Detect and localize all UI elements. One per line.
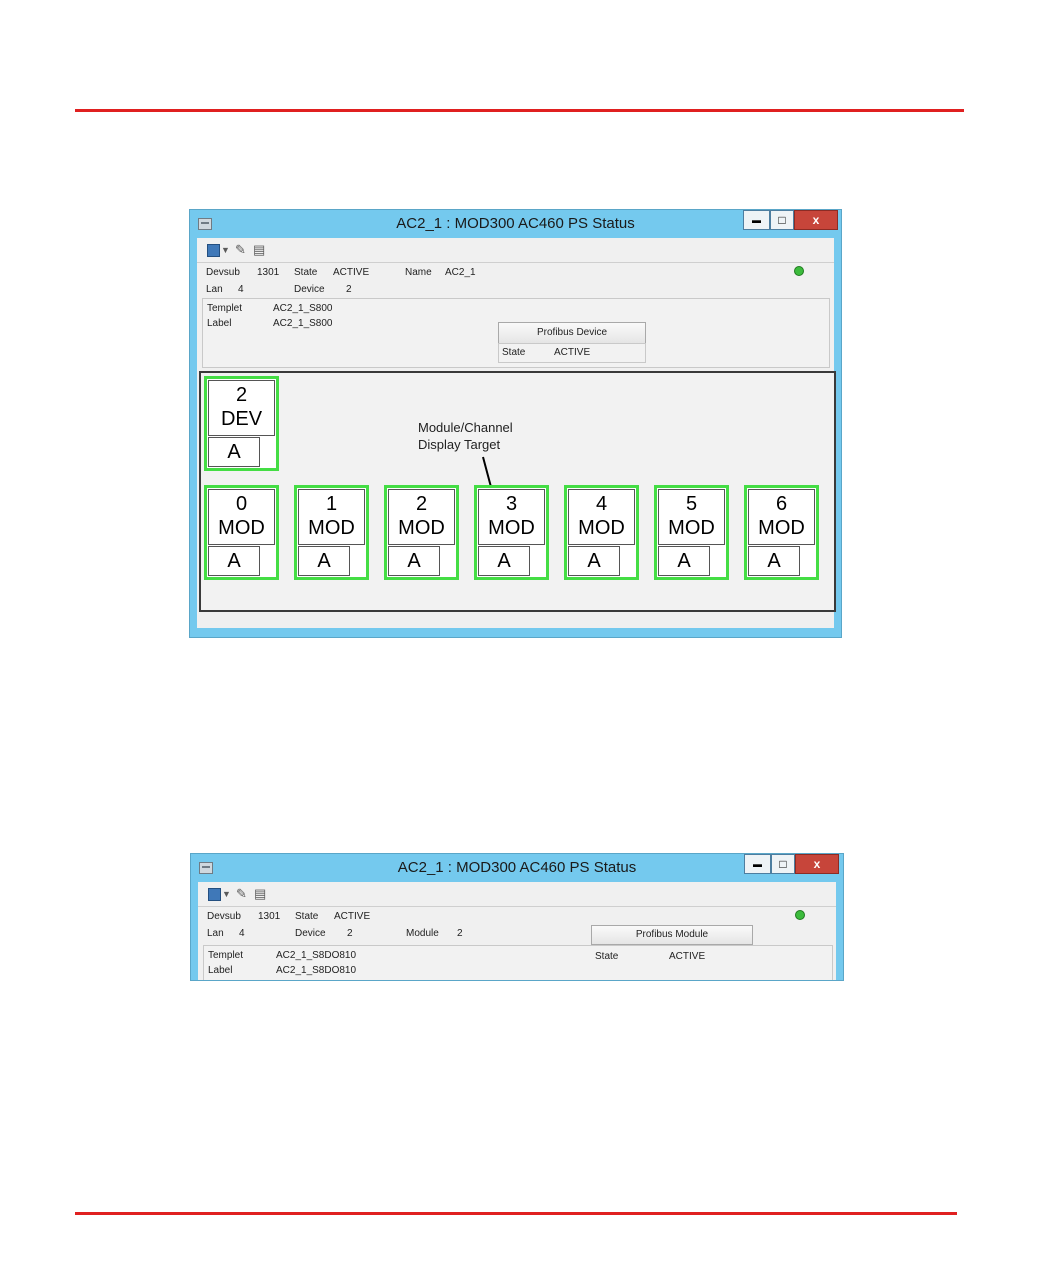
- channel-button[interactable]: A: [478, 546, 530, 576]
- label-label: Label: [208, 965, 233, 976]
- maximize-button[interactable]: □: [771, 854, 795, 874]
- pin-icon[interactable]: ✎: [236, 886, 247, 901]
- close-button[interactable]: x: [794, 210, 838, 230]
- tile-header: [208, 489, 275, 545]
- status-window-module: [190, 853, 844, 981]
- tile-number: 1: [325, 493, 338, 515]
- module-display-canvas: [199, 371, 836, 612]
- info-panel: [203, 945, 833, 981]
- annotation-text: [418, 419, 513, 453]
- channel-button[interactable]: A: [208, 437, 260, 467]
- module-tile-4[interactable]: [564, 485, 639, 580]
- cube-icon[interactable]: [207, 244, 220, 257]
- state-label: State: [294, 267, 318, 278]
- tile-kind: MOD: [578, 517, 625, 539]
- tile-header: [388, 489, 455, 545]
- device-value: 2: [346, 284, 352, 295]
- module-tile-6[interactable]: [744, 485, 819, 580]
- print-icon[interactable]: ▤: [253, 242, 266, 257]
- tile-kind: MOD: [218, 517, 265, 539]
- toolbar-divider: [198, 906, 836, 907]
- module-value: 2: [457, 928, 463, 939]
- device-tile[interactable]: [204, 376, 279, 471]
- tile-number: 6: [775, 493, 788, 515]
- tile-number: 3: [505, 493, 518, 515]
- tile-kind: MOD: [398, 517, 445, 539]
- title-bar[interactable]: [190, 210, 841, 238]
- name-value: AC2_1: [445, 267, 476, 278]
- toolbar-divider: [197, 262, 834, 263]
- channel-button[interactable]: A: [568, 546, 620, 576]
- annotation-line-2: Display Target: [418, 437, 501, 452]
- channel-button[interactable]: A: [748, 546, 800, 576]
- label-value: AC2_1_S8DO810: [276, 965, 357, 976]
- chevron-down-icon[interactable]: ▼: [221, 245, 230, 255]
- lan-label: Lan: [206, 284, 223, 295]
- profibus-state-label: State: [502, 347, 526, 358]
- tile-number: 5: [685, 493, 698, 515]
- bottom-red-rule: [75, 1212, 957, 1215]
- title-bar[interactable]: [191, 854, 843, 882]
- chevron-down-icon[interactable]: ▼: [222, 889, 231, 899]
- close-button[interactable]: x: [795, 854, 839, 874]
- window-title: AC2_1 : MOD300 AC460 PS Status: [397, 859, 637, 876]
- devsub-label: Devsub: [207, 911, 241, 922]
- maximize-button[interactable]: □: [770, 210, 794, 230]
- device-value: 2: [347, 928, 353, 939]
- annotation-line-1: Module/Channel: [418, 420, 513, 435]
- status-led-icon: [794, 266, 804, 276]
- module-tile-5[interactable]: [654, 485, 729, 580]
- cube-icon[interactable]: [208, 888, 221, 901]
- status-led-icon: [795, 910, 805, 920]
- channel-button[interactable]: A: [208, 546, 260, 576]
- tile-header: [658, 489, 725, 545]
- profibus-state-value: ACTIVE: [669, 951, 706, 962]
- state-value: ACTIVE: [333, 267, 370, 278]
- templet-value: AC2_1_S800: [273, 303, 333, 314]
- tile-header: [298, 489, 365, 545]
- toolbar: [201, 240, 281, 260]
- templet-label: Templet: [207, 303, 243, 314]
- channel-button[interactable]: A: [658, 546, 710, 576]
- device-label: Device: [294, 284, 325, 295]
- module-label: Module: [406, 928, 439, 939]
- profibus-state-value: ACTIVE: [554, 347, 591, 358]
- window-title: AC2_1 : MOD300 AC460 PS Status: [396, 215, 635, 232]
- module-tile-2[interactable]: [384, 485, 459, 580]
- state-value: ACTIVE: [334, 911, 371, 922]
- profibus-state-label: State: [595, 951, 619, 962]
- tile-number: 0: [235, 493, 248, 515]
- tile-header: [478, 489, 545, 545]
- info-panel: [202, 298, 830, 368]
- device-label: Device: [295, 928, 326, 939]
- print-icon[interactable]: ▤: [254, 886, 267, 901]
- profibus-device-button[interactable]: Profibus Device: [498, 322, 646, 344]
- channel-button[interactable]: A: [298, 546, 350, 576]
- label-value: AC2_1_S800: [273, 318, 333, 329]
- module-tile-3[interactable]: [474, 485, 549, 580]
- tile-number: 2: [415, 493, 428, 515]
- name-label: Name: [405, 267, 432, 278]
- state-label: State: [295, 911, 319, 922]
- tile-number: 2: [235, 384, 248, 406]
- window-client: [198, 882, 836, 981]
- tile-kind: MOD: [758, 517, 805, 539]
- tile-kind: MOD: [308, 517, 355, 539]
- pin-icon[interactable]: ✎: [235, 242, 246, 257]
- tile-header: [748, 489, 815, 545]
- templet-value: AC2_1_S8DO810: [276, 950, 357, 961]
- devsub-label: Devsub: [206, 267, 240, 278]
- minimize-button[interactable]: ▬: [743, 210, 770, 230]
- toolbar: [202, 884, 282, 904]
- module-tile-0[interactable]: [204, 485, 279, 580]
- lan-value: 4: [238, 284, 244, 295]
- profibus-module-button[interactable]: Profibus Module: [591, 925, 753, 945]
- minimize-button[interactable]: ▬: [744, 854, 771, 874]
- templet-label: Templet: [208, 950, 244, 961]
- label-label: Label: [207, 318, 232, 329]
- devsub-value: 1301: [258, 911, 281, 922]
- profibus-state-box: [498, 343, 646, 363]
- top-red-rule: [75, 109, 964, 112]
- tile-kind: DEV: [220, 408, 263, 430]
- devsub-value: 1301: [257, 267, 280, 278]
- lan-value: 4: [239, 928, 245, 939]
- tile-number: 4: [595, 493, 608, 515]
- lan-label: Lan: [207, 928, 224, 939]
- status-window-device: [189, 209, 842, 638]
- tile-kind: MOD: [488, 517, 535, 539]
- tile-header: [568, 489, 635, 545]
- channel-button[interactable]: A: [388, 546, 440, 576]
- window-client: [197, 238, 834, 628]
- tile-kind: MOD: [668, 517, 715, 539]
- tile-header: [208, 380, 275, 436]
- module-tile-1[interactable]: [294, 485, 369, 580]
